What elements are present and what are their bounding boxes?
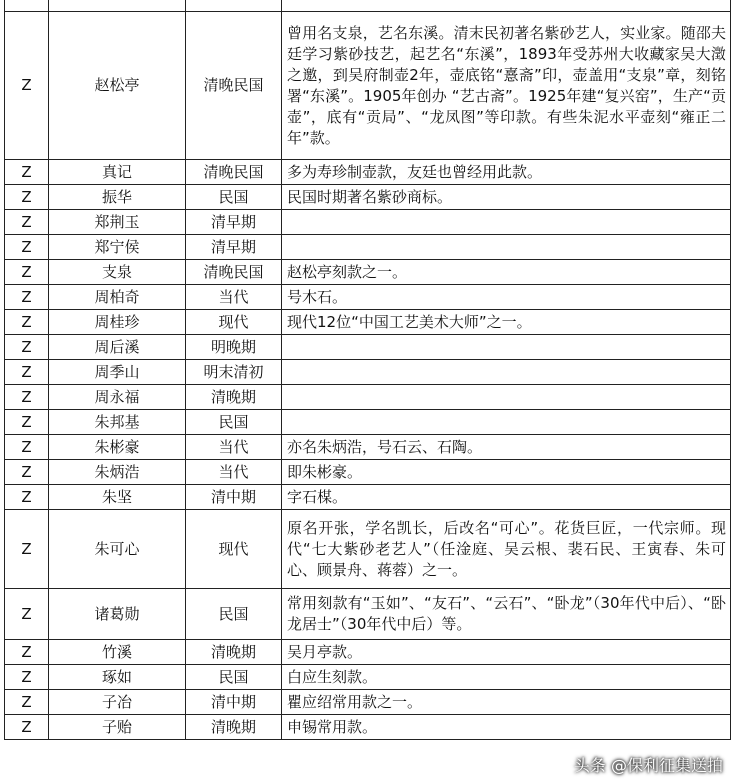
desc-cell: 原名开张，学名凯长，后改名“可心”。花货巨匠，一代宗师。现代“七大紫砂老艺人”（任淦庭、吴云根、裴石民、王寅春、朱可心、顾景舟、蒋蓉）之一。 — [282, 510, 731, 589]
letter-cell — [5, 0, 49, 12]
letter-cell: Z — [5, 235, 49, 260]
era-cell: 现代 — [186, 310, 282, 335]
table-row — [5, 715, 731, 740]
era-cell: 当代 — [186, 285, 282, 310]
letter-cell: Z — [5, 360, 49, 385]
name-cell: 郑宁侯 — [49, 235, 186, 260]
desc-cell: 常用刻款有“玉如”、“友石”、“云石”、“卧龙”（30年代中后）、“卧龙居士”（30年代中后）等。 — [282, 589, 731, 640]
table-row — [5, 210, 731, 235]
era-cell: 清晚民国 — [186, 160, 282, 185]
letter-cell: Z — [5, 690, 49, 715]
era-cell: 清早期 — [186, 210, 282, 235]
name-cell: 琢如 — [49, 665, 186, 690]
desc-cell: 亦名朱炳浩，号石云、石陶。 — [282, 435, 731, 460]
name-cell: 振华 — [49, 185, 186, 210]
table-row — [5, 385, 731, 410]
table-row — [5, 12, 731, 160]
name-cell: 周柏奇 — [49, 285, 186, 310]
table-row — [5, 185, 731, 210]
letter-cell: Z — [5, 715, 49, 740]
desc-cell: 即朱彬豪。 — [282, 460, 731, 485]
era-cell: 清晚期 — [186, 715, 282, 740]
letter-cell: Z — [5, 640, 49, 665]
era-cell: 清中期 — [186, 690, 282, 715]
era-cell: 清中期 — [186, 485, 282, 510]
table-row — [5, 0, 731, 12]
era-cell: 清晚民国 — [186, 12, 282, 160]
table-row — [5, 235, 731, 260]
name-cell: 周桂珍 — [49, 310, 186, 335]
name-cell: 朱可心 — [49, 510, 186, 589]
name-cell: 周永福 — [49, 385, 186, 410]
name-cell: 周后溪 — [49, 335, 186, 360]
name-cell: 周季山 — [49, 360, 186, 385]
name-cell: 朱彬豪 — [49, 435, 186, 460]
desc-cell: 白应生刻款。 — [282, 665, 731, 690]
name-cell: 郑荆玉 — [49, 210, 186, 235]
letter-cell: Z — [5, 460, 49, 485]
letter-cell: Z — [5, 210, 49, 235]
letter-cell: Z — [5, 665, 49, 690]
name-cell — [49, 0, 186, 12]
name-cell: 赵松亭 — [49, 12, 186, 160]
table-row — [5, 510, 731, 589]
name-cell: 朱邦基 — [49, 410, 186, 435]
desc-cell — [282, 335, 731, 360]
letter-cell: Z — [5, 410, 49, 435]
letter-cell: Z — [5, 310, 49, 335]
artist-table-body — [5, 0, 731, 740]
name-cell: 竹溪 — [49, 640, 186, 665]
desc-cell: 号木石。 — [282, 285, 731, 310]
era-cell: 当代 — [186, 435, 282, 460]
desc-cell: 赵松亭刻款之一。 — [282, 260, 731, 285]
letter-cell: Z — [5, 385, 49, 410]
letter-cell: Z — [5, 485, 49, 510]
era-cell: 清晚期 — [186, 640, 282, 665]
table-row — [5, 360, 731, 385]
table-row — [5, 665, 731, 690]
name-cell: 诸葛勋 — [49, 589, 186, 640]
letter-cell: Z — [5, 435, 49, 460]
watermark: 头条 @保利征集送拍 — [573, 756, 723, 775]
name-cell: 子冶 — [49, 690, 186, 715]
name-cell: 子贻 — [49, 715, 186, 740]
table-row — [5, 335, 731, 360]
desc-cell: 民国时期著名紫砂商标。 — [282, 185, 731, 210]
era-cell: 民国 — [186, 410, 282, 435]
table-row — [5, 285, 731, 310]
letter-cell: Z — [5, 160, 49, 185]
era-cell: 民国 — [186, 185, 282, 210]
desc-cell — [282, 210, 731, 235]
letter-cell: Z — [5, 510, 49, 589]
table-row — [5, 410, 731, 435]
desc-cell: 曾用名支泉，艺名东溪。清末民初著名紫砂艺人，实业家。随邵夫廷学习紫砂技艺，起艺名“东溪”，1893年受苏州大收藏家吴大澂之邀，到吴府制壶2年，壶底铭“憙斋”印，壶盖用“支泉”章，刻铭署“东溪”。1905年创办 “艺古斋”。1925年建“复兴窑”，生产“贡壶”，底有“贡局”、“龙凤图”等印款。有些朱泥水平壶刻“雍正二年”款。 — [282, 12, 731, 160]
desc-cell: 字石楳。 — [282, 485, 731, 510]
desc-cell — [282, 360, 731, 385]
desc-cell: 瞿应绍常用款之一。 — [282, 690, 731, 715]
era-cell: 当代 — [186, 460, 282, 485]
table-row — [5, 460, 731, 485]
name-cell: 支泉 — [49, 260, 186, 285]
desc-cell: 申锡常用款。 — [282, 715, 731, 740]
desc-cell: 多为寿珍制壶款，友廷也曾经用此款。 — [282, 160, 731, 185]
desc-cell — [282, 410, 731, 435]
table-row — [5, 260, 731, 285]
letter-cell: Z — [5, 12, 49, 160]
desc-cell — [282, 235, 731, 260]
table-row — [5, 640, 731, 665]
era-cell — [186, 0, 282, 12]
desc-cell: 现代12位“中国工艺美术大师”之一。 — [282, 310, 731, 335]
era-cell: 民国 — [186, 665, 282, 690]
artist-table — [4, 0, 731, 740]
letter-cell: Z — [5, 260, 49, 285]
letter-cell: Z — [5, 589, 49, 640]
table-row — [5, 435, 731, 460]
table-row — [5, 690, 731, 715]
name-cell: 真记 — [49, 160, 186, 185]
era-cell: 现代 — [186, 510, 282, 589]
name-cell: 朱坚 — [49, 485, 186, 510]
table-row — [5, 589, 731, 640]
letter-cell: Z — [5, 335, 49, 360]
table-row — [5, 160, 731, 185]
table-row — [5, 310, 731, 335]
desc-cell — [282, 385, 731, 410]
era-cell: 清早期 — [186, 235, 282, 260]
era-cell: 清晚民国 — [186, 260, 282, 285]
desc-cell — [282, 0, 731, 12]
letter-cell: Z — [5, 185, 49, 210]
letter-cell: Z — [5, 285, 49, 310]
name-cell: 朱炳浩 — [49, 460, 186, 485]
table-row — [5, 485, 731, 510]
desc-cell: 吴月亭款。 — [282, 640, 731, 665]
era-cell: 明末清初 — [186, 360, 282, 385]
era-cell: 清晚期 — [186, 385, 282, 410]
era-cell: 民国 — [186, 589, 282, 640]
era-cell: 明晚期 — [186, 335, 282, 360]
